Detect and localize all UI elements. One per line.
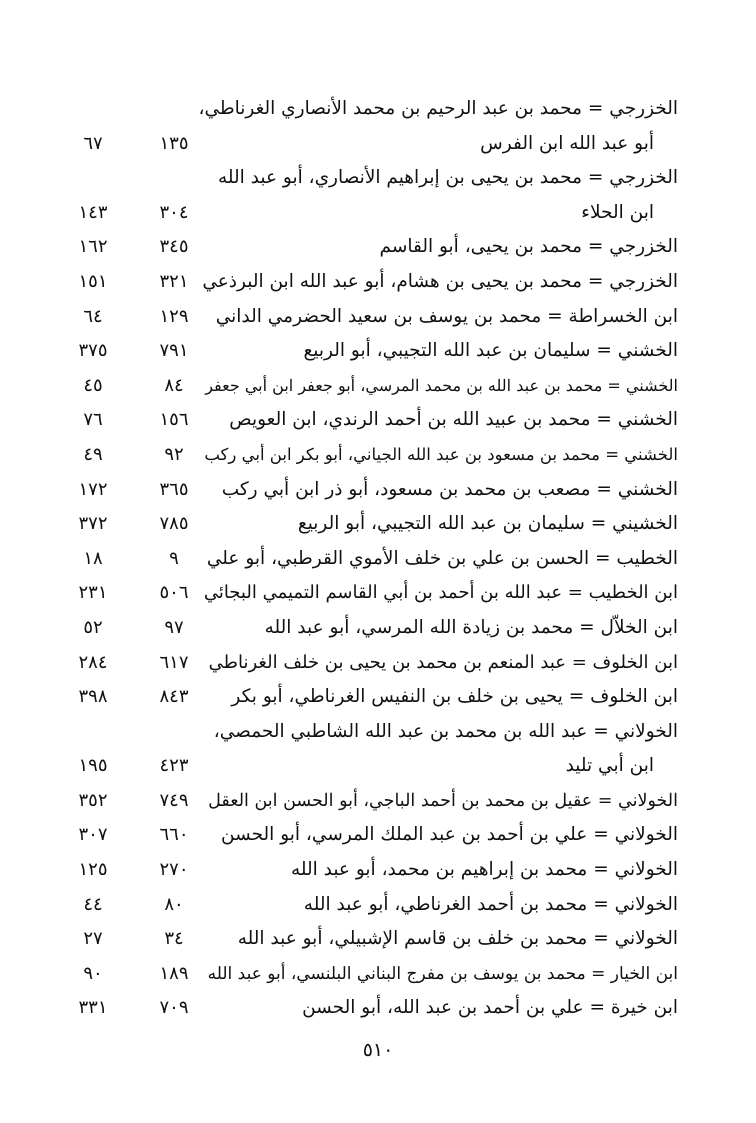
- entry-line: [0, 646, 756, 681]
- entry-line: [0, 715, 756, 750]
- entry-name: الخشني = محمد بن عبد الله بن محمد المرسي، أبو جعفر ابن أبي جعفر: [205, 375, 678, 395]
- entry-name: الخولاني = محمد بن أحمد الغرناطي، أبو عبد الله: [303, 893, 678, 915]
- index-entry: [0, 818, 756, 853]
- entry-number-second: ١٥١: [78, 270, 108, 292]
- index-entry: [0, 991, 756, 1026]
- entry-line: [0, 92, 756, 127]
- entry-line: [0, 853, 756, 888]
- entry-number-second: ١٦٢: [78, 236, 108, 258]
- entry-number-first: ٤٢٣: [159, 755, 189, 777]
- entry-name: الخولاني = علي بن أحمد بن عبد الملك المرسي، أبو الحسن: [221, 824, 678, 846]
- entry-number-first: ٧٤٩: [159, 789, 189, 811]
- entry-line: [0, 957, 756, 992]
- entry-number-first: ٣٦٥: [159, 478, 189, 500]
- index-entry: [0, 265, 756, 300]
- index-entry: [0, 611, 756, 646]
- entry-line: [0, 300, 756, 335]
- entry-number-second: ١٤٣: [78, 201, 108, 223]
- entry-name: الخزرجي = محمد بن عبد الرحيم بن محمد الأنصاري الغرناطي،: [198, 98, 678, 119]
- entry-line: [0, 922, 756, 957]
- entry-number-first: ٩٢: [164, 443, 184, 465]
- entry-name: الخولاني = عبد الله بن محمد بن عبد الله الشاطبي الحمصي،: [213, 720, 678, 742]
- index-entry: [0, 438, 756, 473]
- entry-line: [0, 403, 756, 438]
- entry-number-second: ٣٣١: [78, 997, 108, 1019]
- entry-number-second: ١٩٥: [78, 755, 108, 777]
- index-entry: [0, 300, 756, 335]
- entry-number-first: ٨٤: [164, 374, 184, 396]
- entry-line: [0, 161, 756, 196]
- entry-line: [0, 542, 756, 577]
- index-entry: [0, 784, 756, 819]
- entry-name: الخزرجي = محمد بن يحيى، أبو القاسم: [379, 236, 678, 258]
- entry-line: [0, 369, 756, 404]
- entry-name: ابن خيرة = علي بن أحمد بن عبد الله، أبو الحسن: [302, 997, 678, 1019]
- entry-number-second: ٩٠: [83, 962, 103, 984]
- entry-number-second: ٢٣١: [78, 582, 108, 604]
- entry-name: الخزرجي = محمد بن يحيى بن إبراهيم الأنصاري، أبو عبد الله: [217, 167, 678, 189]
- entry-name: ابن الخلوف = يحيى بن خلف بن النفيس الغرناطي، أبو بكر: [231, 686, 678, 708]
- entry-line: [0, 991, 756, 1026]
- index-entry: [0, 922, 756, 957]
- index-entry: [0, 715, 756, 784]
- entry-line: [0, 230, 756, 265]
- entry-name-continuation: ابن أبي تليد: [565, 755, 654, 777]
- index-entry: [0, 334, 756, 369]
- entry-number-second: ٣٠٧: [78, 824, 108, 846]
- entry-number-second: ٣٧٢: [78, 513, 108, 535]
- entry-line: [0, 196, 756, 231]
- entry-name: الخشني = محمد بن مسعود بن عبد الله الجياني، أبو بكر ابن أبي ركب: [204, 444, 678, 464]
- entry-number-first: ٣٤٥: [159, 236, 189, 258]
- entry-name: ابن الخلاّل = محمد بن زيادة الله المرسي، أبو عبد الله: [264, 616, 678, 638]
- entry-line: [0, 680, 756, 715]
- entry-number-second: ٥٢: [83, 616, 103, 638]
- entry-number-second: ٢٨٤: [78, 651, 108, 673]
- entry-number-second: ٣٧٥: [78, 340, 108, 362]
- entry-name-continuation: أبو عبد الله ابن الفرس: [480, 132, 654, 154]
- entry-number-second: ٦٤: [83, 305, 103, 327]
- entry-line: [0, 784, 756, 819]
- entry-number-first: ٧٨٥: [159, 513, 189, 535]
- entry-name: الخولاني = عقيل بن محمد بن أحمد الباجي، أبو الحسن ابن العقل: [208, 790, 678, 811]
- entry-name: ابن الخطيب = عبد الله بن أحمد بن أبي القاسم التميمي البجائي: [203, 582, 678, 604]
- entry-line: [0, 127, 756, 162]
- entry-line: [0, 611, 756, 646]
- entry-name: الخولاني = محمد بن إبراهيم بن محمد، أبو عبد الله: [290, 859, 678, 881]
- index-entry: [0, 161, 756, 230]
- entry-name: الخشني = مصعب بن محمد بن مسعود، أبو ذر ابن أبي ركب: [221, 478, 678, 500]
- entry-name: الخشيني = سليمان بن عبد الله التجيبي، أبو الربيع: [297, 513, 678, 535]
- entry-number-second: ٣٩٨: [78, 686, 108, 708]
- entry-line: [0, 334, 756, 369]
- index-entry: [0, 403, 756, 438]
- entry-number-second: ٧٦: [83, 409, 103, 431]
- entry-name-continuation: ابن الحلاء: [581, 201, 654, 223]
- entry-name: ابن الخسراطة = محمد بن يوسف بن سعيد الحضرمي الداني: [215, 305, 678, 327]
- entry-line: [0, 438, 756, 473]
- entry-name: ابن الخيار = محمد بن يوسف بن مفرج البناني البلنسي، أبو عبد الله: [207, 963, 678, 984]
- entry-number-first: ١٨٩: [159, 962, 189, 984]
- entry-name: الخطيب = الحسن بن علي بن خلف الأموي القرطبي، أبو علي: [206, 547, 678, 569]
- entry-number-first: ٩٧: [164, 616, 184, 638]
- entry-number-second: ١٧٢: [78, 478, 108, 500]
- index-entries: [0, 92, 756, 1026]
- entry-number-second: ٢٧: [83, 928, 103, 950]
- entry-number-first: ٨٤٣: [159, 686, 189, 708]
- entry-number-first: ٣٢١: [159, 270, 189, 292]
- index-entry: [0, 853, 756, 888]
- entry-number-first: ٣٤: [164, 928, 184, 950]
- entry-number-first: ٢٧٠: [159, 859, 189, 881]
- index-entry: [0, 369, 756, 404]
- entry-number-first: ١٣٥: [159, 132, 189, 154]
- entry-number-second: ١٨: [83, 547, 103, 569]
- entry-number-first: ١٢٩: [159, 305, 189, 327]
- entry-name: الخزرجي = محمد بن يحيى بن هشام، أبو عبد الله ابن البرذعي: [202, 270, 678, 292]
- index-entry: [0, 92, 756, 161]
- entry-number-first: ٧٠٩: [159, 997, 189, 1019]
- entry-number-second: ١٢٥: [78, 859, 108, 881]
- entry-number-first: ٦٦٠: [159, 824, 189, 846]
- entry-number-first: ١٥٦: [159, 409, 189, 431]
- index-entry: [0, 957, 756, 992]
- entry-line: [0, 888, 756, 923]
- entry-number-second: ٣٥٢: [78, 789, 108, 811]
- index-entry: [0, 576, 756, 611]
- entry-number-first: ٥٠٦: [159, 582, 189, 604]
- entry-number-second: ٤٥: [83, 374, 103, 396]
- index-entry: [0, 888, 756, 923]
- entry-line: [0, 507, 756, 542]
- index-entry: [0, 230, 756, 265]
- entry-name: الخشني = محمد بن عبيد الله بن أحمد الرندي، ابن العويص: [229, 409, 678, 431]
- entry-number-second: ٤٤: [83, 893, 103, 915]
- entry-line: [0, 818, 756, 853]
- entry-number-first: ٧٩١: [159, 340, 189, 362]
- entry-name: الخشني = سليمان بن عبد الله التجيبي، أبو الربيع: [303, 340, 678, 362]
- entry-number-first: ٨٠: [164, 893, 184, 915]
- index-entry: [0, 646, 756, 681]
- entry-number-first: ٩: [169, 547, 179, 569]
- entry-number-second: ٤٩: [83, 443, 103, 465]
- entry-line: [0, 265, 756, 300]
- index-entry: [0, 507, 756, 542]
- index-entry: [0, 542, 756, 577]
- entry-line: [0, 749, 756, 784]
- entry-name: ابن الخلوف = عبد المنعم بن محمد بن يحيى بن خلف الغرناطي: [208, 651, 678, 673]
- entry-name: الخولاني = محمد بن خلف بن قاسم الإشبيلي، أبو عبد الله: [237, 928, 678, 950]
- entry-number-second: ٦٧: [83, 132, 103, 154]
- index-entry: [0, 473, 756, 508]
- entry-line: [0, 473, 756, 508]
- entry-line: [0, 576, 756, 611]
- entry-number-first: ٣٠٤: [159, 201, 189, 223]
- index-entry: [0, 680, 756, 715]
- entry-number-first: ٦١٧: [159, 651, 189, 673]
- page-number: ٥١٠: [362, 1039, 394, 1061]
